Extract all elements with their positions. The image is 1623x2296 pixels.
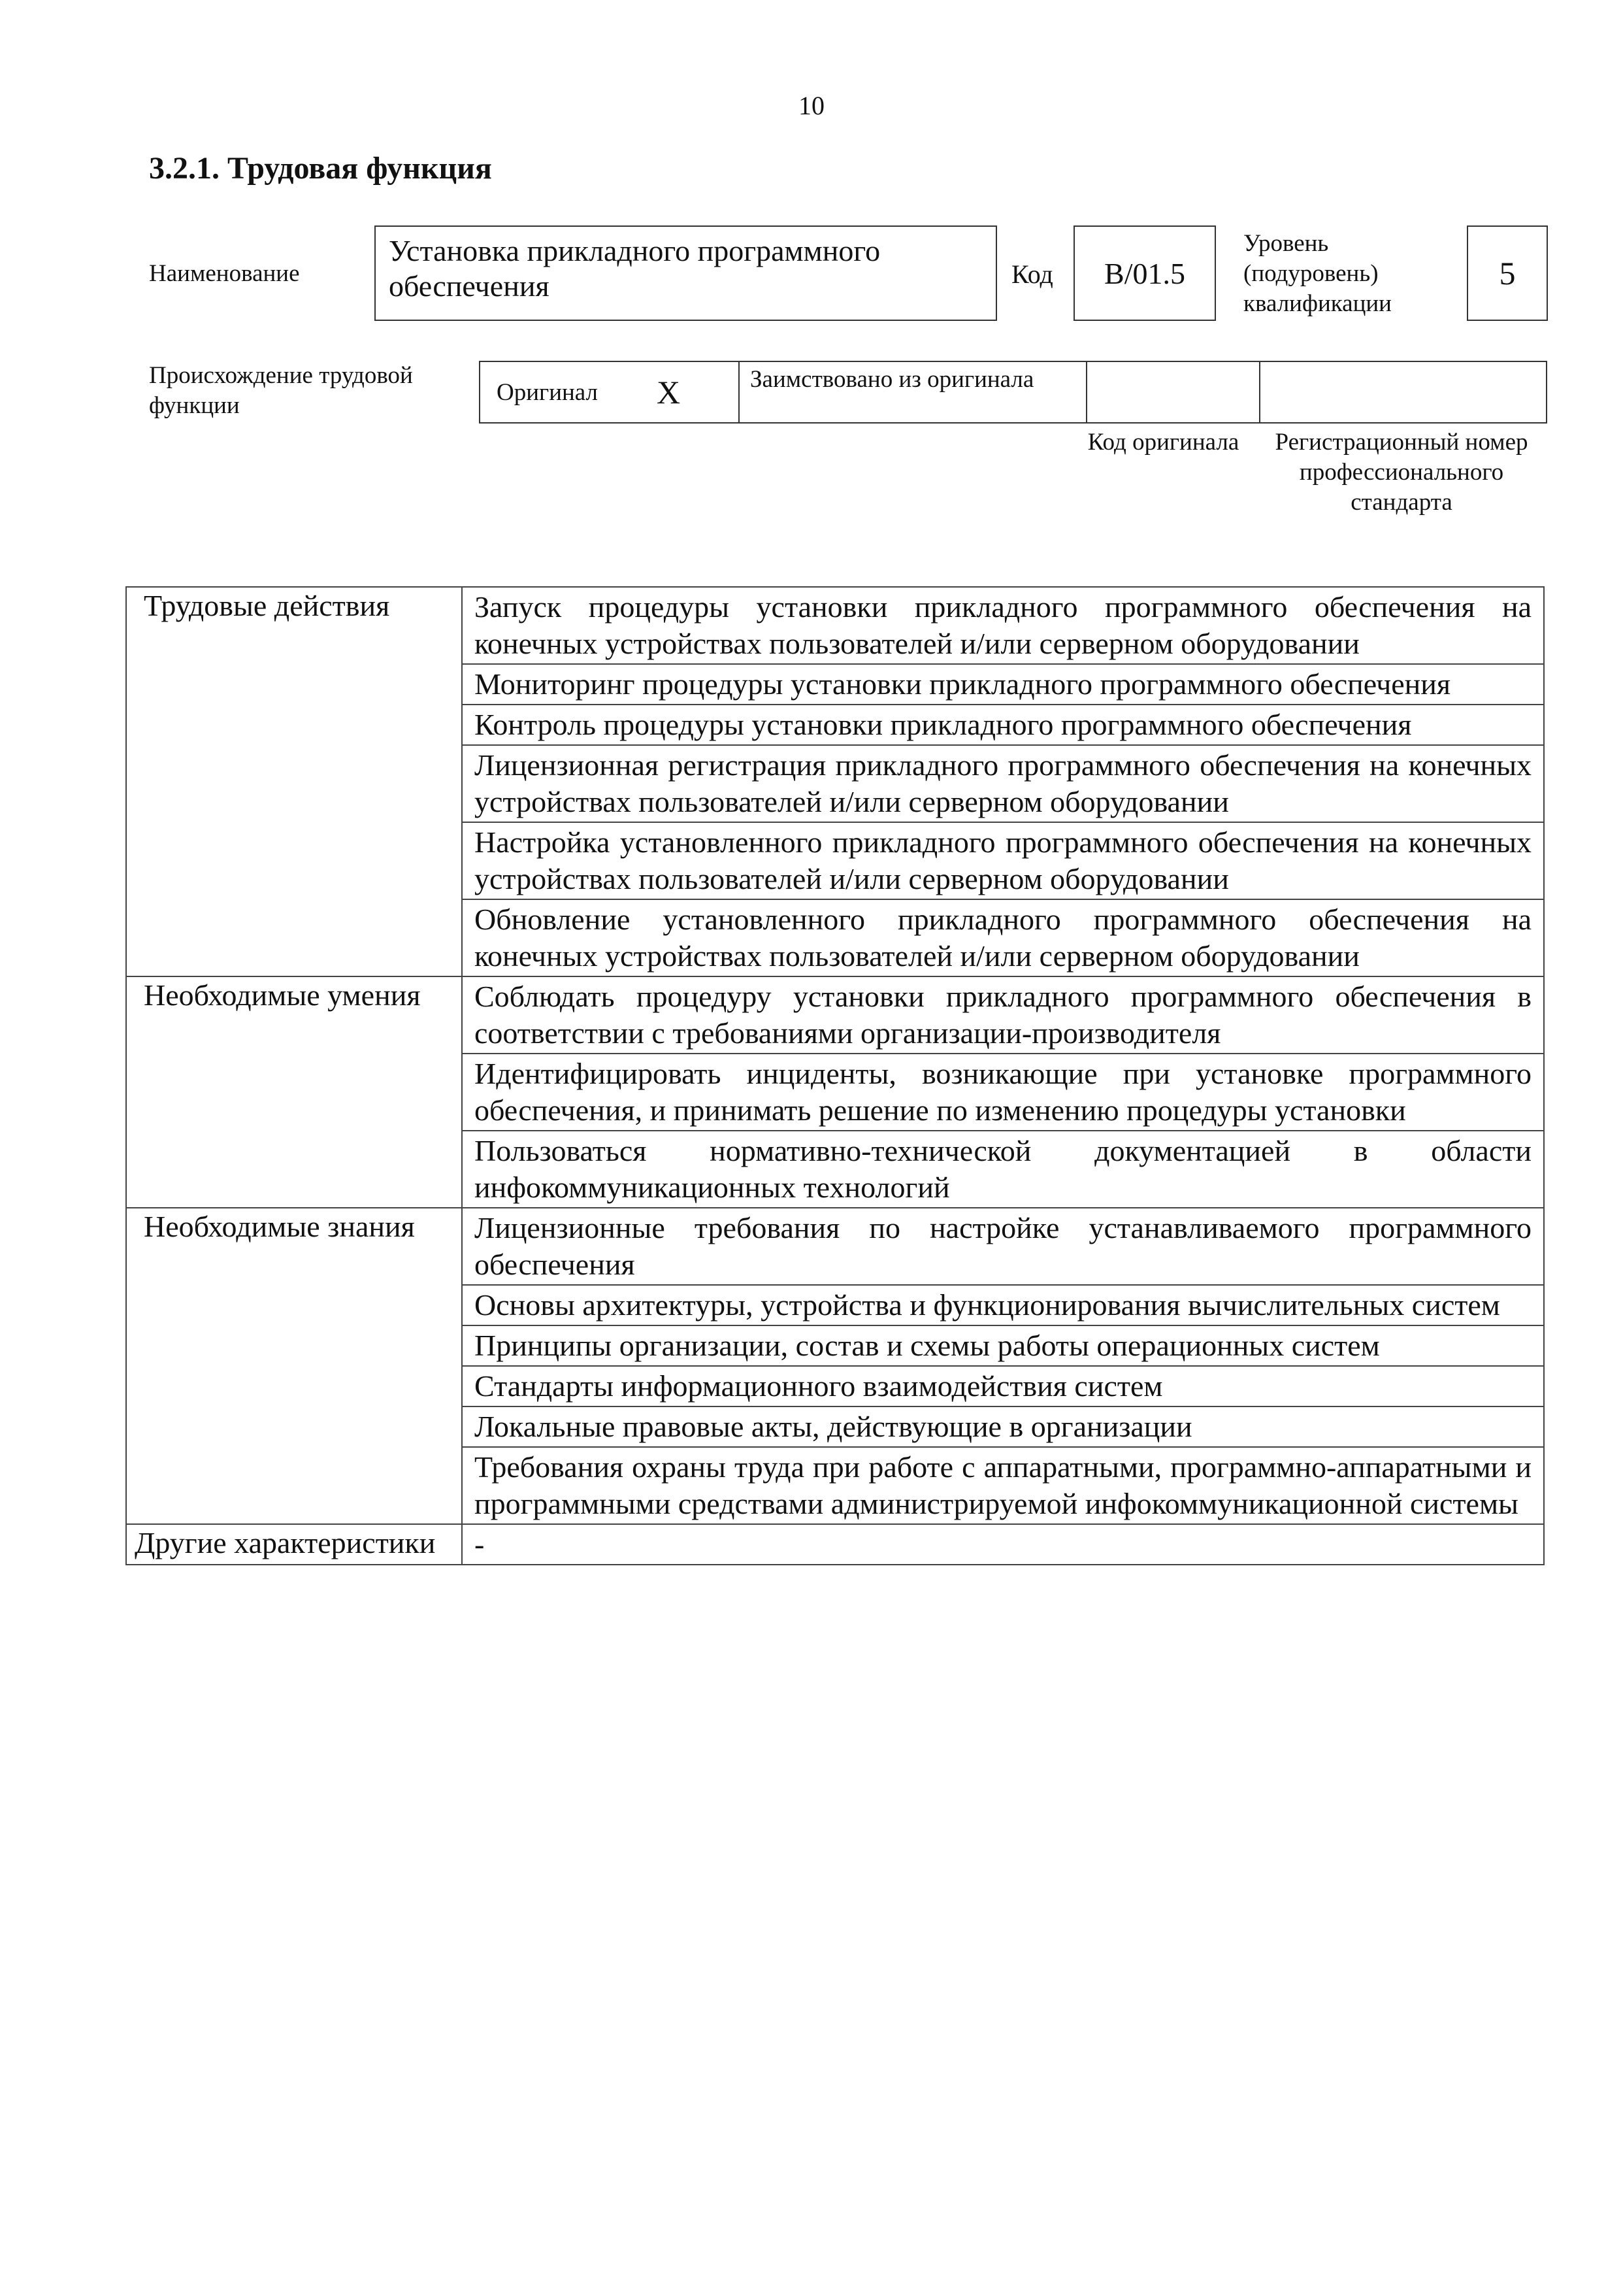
labor-action-item: Лицензионная регистрация прикладного программного обеспечения на конечных устройствах пользователей и/или серверном оборудовании bbox=[462, 745, 1544, 822]
labor-action-item: Мониторинг процедуры установки прикладного программного обеспечения bbox=[462, 664, 1544, 705]
table-row bbox=[126, 976, 1544, 1054]
labor-action-item: Контроль процедуры установки прикладного программного обеспечения bbox=[462, 705, 1544, 745]
required-knowledge-item: Требования охраны труда при работе с аппаратными, программно-аппаратными и программными средствами администрируемой инфокоммуникационной системы bbox=[462, 1447, 1544, 1524]
code-label: Код bbox=[1011, 259, 1053, 289]
origin-borrowed-cell: Заимствовано из оригинала bbox=[740, 362, 1087, 422]
required-skill-item: Соблюдать процедуру установки прикладного программного обеспечения в соответствии с требованиями организации-производителя bbox=[462, 976, 1544, 1054]
origin-row bbox=[479, 361, 1547, 424]
table-row bbox=[126, 1524, 1544, 1565]
required-knowledge-item: Принципы организации, состав и схемы работы операционных систем bbox=[462, 1325, 1544, 1366]
labor-action-item: Настройка установленного прикладного программного обеспечения на конечных устройствах пользователей и/или серверном оборудовании bbox=[462, 822, 1544, 899]
labor-action-item: Обновление установленного прикладного программного обеспечения на конечных устройствах пользователей и/или серверном оборудовании bbox=[462, 899, 1544, 976]
name-label: Наименование bbox=[149, 260, 300, 287]
function-code-box: B/01.5 bbox=[1074, 225, 1216, 321]
required-knowledge-item: Основы архитектуры, устройства и функционирования вычислительных систем bbox=[462, 1285, 1544, 1325]
original-check-mark: X bbox=[657, 374, 681, 410]
labor-function-table bbox=[125, 586, 1545, 1565]
section-label-required-skills: Необходимые умения bbox=[126, 976, 462, 1208]
required-skill-item: Идентифицировать инциденты, возникающие при установке программного обеспечения, и принимать решение по изменению процедуры установки bbox=[462, 1054, 1544, 1131]
origin-reg-number-cell bbox=[1260, 362, 1546, 422]
labor-action-item: Запуск процедуры установки прикладного программного обеспечения на конечных устройствах пользователей и/или серверном оборудовании bbox=[462, 587, 1544, 664]
page-number: 10 bbox=[798, 91, 825, 120]
other-characteristic-item: - bbox=[462, 1524, 1544, 1565]
section-title: 3.2.1. Трудовая функция bbox=[149, 151, 492, 186]
section-label-other-characteristics: Другие характеристики bbox=[126, 1524, 462, 1565]
origin-code-cell bbox=[1087, 362, 1260, 422]
qualification-level-label: Уровень (подуровень) квалификации bbox=[1243, 230, 1392, 317]
table-row bbox=[126, 1208, 1544, 1285]
required-knowledge-item: Стандарты информационного взаимодействия систем bbox=[462, 1366, 1544, 1406]
qualification-level-box: 5 bbox=[1467, 225, 1548, 321]
table-row bbox=[126, 587, 1544, 664]
section-label-required-knowledge: Необходимые знания bbox=[126, 1208, 462, 1524]
origin-label: Происхождение трудовой функции bbox=[149, 362, 413, 419]
origin-original-cell bbox=[480, 362, 740, 422]
required-skill-item: Пользоваться нормативно-технической документацией в области инфокоммуникационных технологий bbox=[462, 1131, 1544, 1208]
code-original-caption: Код оригинала bbox=[1087, 429, 1239, 456]
section-label-labor-actions: Трудовые действия bbox=[126, 587, 462, 976]
reg-number-caption: Регистрационный номер профессионального стандарта bbox=[1275, 429, 1528, 516]
required-knowledge-item: Лицензионные требования по настройке устанавливаемого программного обеспечения bbox=[462, 1208, 1544, 1285]
original-label: Оригинал bbox=[497, 378, 598, 406]
required-knowledge-item: Локальные правовые акты, действующие в организации bbox=[462, 1406, 1544, 1447]
function-name-box: Установка прикладного программного обеспечения bbox=[374, 225, 997, 321]
